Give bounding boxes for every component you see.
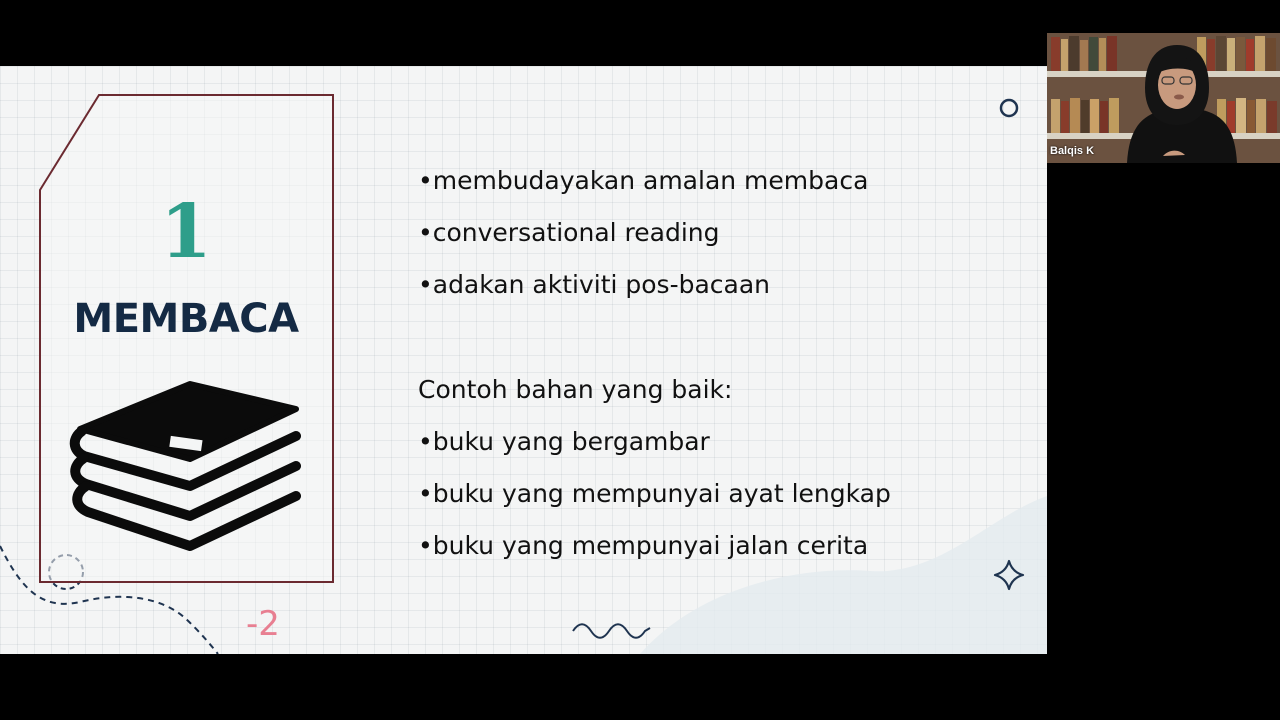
- example-item: •buku yang mempunyai ayat lengkap: [418, 479, 891, 508]
- webcam-thumbnail[interactable]: [1047, 33, 1280, 163]
- participant-name: Balqis K: [1050, 145, 1095, 157]
- wave-squiggle-icon: [573, 624, 650, 638]
- example-item: •buku yang mempunyai jalan cerita: [418, 531, 869, 560]
- examples-heading: Contoh bahan yang baik:: [418, 375, 733, 404]
- slide-title: MEMBACA: [73, 296, 299, 342]
- bullet-item: •membudayakan amalan membaca: [418, 166, 869, 195]
- circle-icon: [1001, 100, 1017, 116]
- bullet-list: [418, 164, 868, 320]
- slide-number: 1: [160, 189, 212, 275]
- presentation-slide: [0, 66, 1047, 654]
- example-item: •buku yang bergambar: [418, 427, 710, 456]
- page-number: -2: [246, 604, 280, 644]
- bullet-item: •adakan aktiviti pos-bacaan: [418, 270, 771, 299]
- bullet-item: •conversational reading: [418, 218, 720, 247]
- webcam-video: [1047, 33, 1280, 163]
- examples-list: [418, 425, 891, 581]
